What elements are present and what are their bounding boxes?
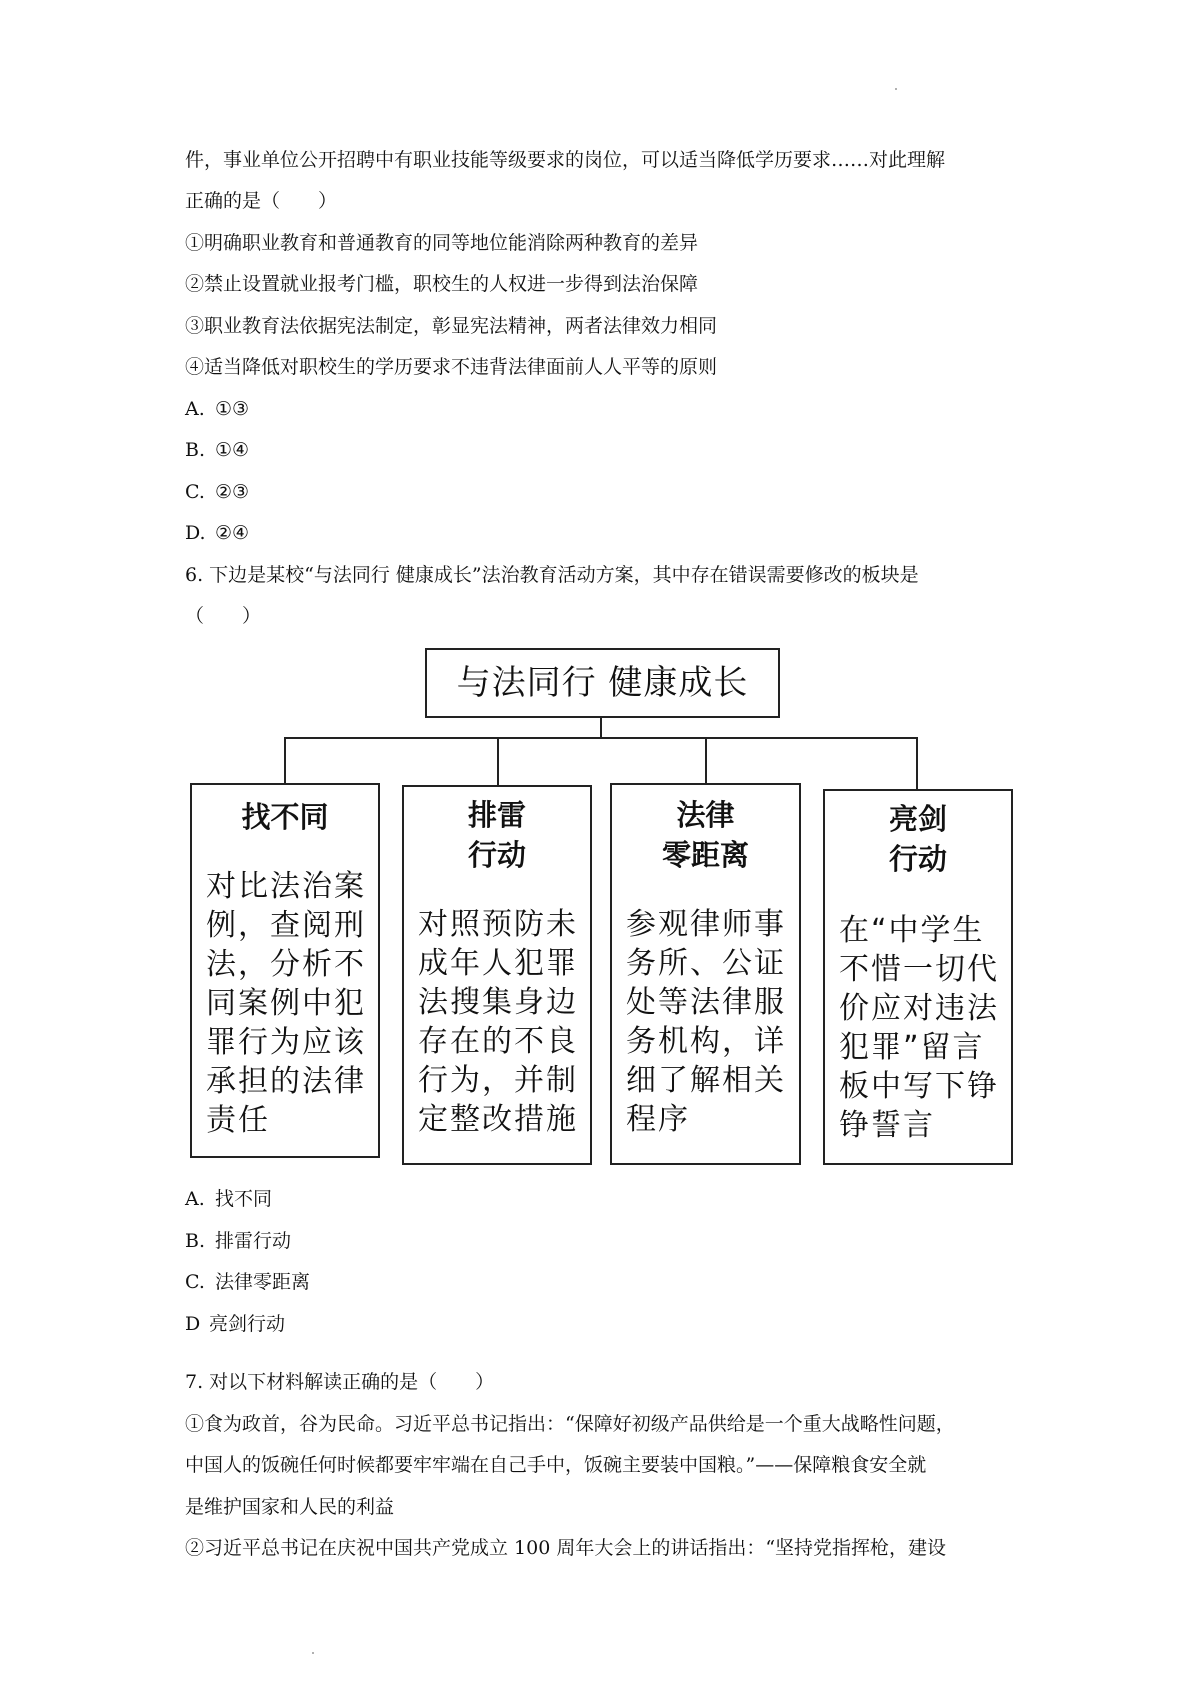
q5-stem-line2: 正确的是（ ） xyxy=(185,190,338,212)
q7-stem: 7. 对以下材料解读正确的是（ ） xyxy=(185,1371,495,1393)
q6-option-c-text: 法律零距离 xyxy=(215,1271,311,1293)
q7-material1-line2: 中国人的饭碗任何时候都要牢牢端在自己手中，饭碗主要装中国粮。”——保障粮食安全就 xyxy=(185,1454,927,1476)
connector-drop-4 xyxy=(916,737,918,789)
q5-option-c[interactable] xyxy=(185,480,249,504)
q6-option-b[interactable] xyxy=(185,1229,291,1253)
card-1-title: 找不同 xyxy=(241,800,329,834)
card-find-difference xyxy=(190,783,380,1158)
q6-option-c-letter: C. xyxy=(185,1271,205,1293)
q6-option-c[interactable] xyxy=(185,1270,310,1294)
q5-option-d-text: ②④ xyxy=(215,522,250,544)
q5-statement-2: ②禁止设置就业报考门槛，职校生的人权进一步得到法治保障 xyxy=(185,273,699,295)
card-3-body: 参观律师事务所、公证处等法律服务机构，详细了解相关程序 xyxy=(626,907,786,1137)
q6-option-b-text: 排雷行动 xyxy=(215,1230,292,1252)
card-law-zero-distance xyxy=(610,783,801,1165)
card-4-title-line2: 行动 xyxy=(888,842,947,876)
q5-option-c-text: ②③ xyxy=(215,481,250,503)
q5-statement-4: ④适当降低对职校生的学历要求不违背法律面前人人平等的原则 xyxy=(185,356,718,378)
q6-option-a-letter: A. xyxy=(185,1188,205,1210)
q6-stem-line1: 6. 下边是某校“与法同行 健康成长”法治教育活动方案，其中存在错误需要修改的板块是 xyxy=(185,564,919,586)
card-4-title-line1: 亮剑 xyxy=(888,802,947,836)
card-2-body: 对照预防未成年人犯罪法搜集身边存在的不良行为，并制定整改措施 xyxy=(418,907,578,1137)
q6-option-a-text: 找不同 xyxy=(215,1188,273,1210)
q6-option-d-letter: D xyxy=(185,1313,201,1335)
card-mine-clearing xyxy=(402,785,592,1165)
q6-option-a[interactable] xyxy=(185,1187,272,1211)
q6-option-b-letter: B. xyxy=(185,1230,206,1252)
q5-option-d-letter: D. xyxy=(185,522,206,544)
card-3-title-line2: 零距离 xyxy=(661,838,749,872)
q6-option-d-text: 亮剑行动 xyxy=(209,1313,286,1335)
card-3-title-line1: 法律 xyxy=(676,798,735,832)
card-2-title-line1: 排雷 xyxy=(467,798,526,832)
q7-material2-line1: ②习近平总书记在庆祝中国共产党成立 100 周年大会上的讲话指出：“坚持党指挥枪，建设 xyxy=(185,1537,947,1559)
q5-statement-1: ①明确职业教育和普通教育的同等地位能消除两种教育的差异 xyxy=(185,232,699,254)
card-1-body: 对比法治案例，查阅刑法，分析不同案例中犯罪行为应该承担的法律责任 xyxy=(206,869,366,1138)
q5-option-b-text: ①④ xyxy=(215,439,250,461)
q5-option-b-letter: B. xyxy=(185,439,206,461)
q5-option-b[interactable] xyxy=(185,438,249,462)
connector-trunk xyxy=(600,718,602,738)
diagram-title-box: 与法同行 健康成长 xyxy=(425,648,780,718)
card-4-body: 在“中学生不惜一切代价应对违法犯罪”留言板中写下铮铮誓言 xyxy=(839,913,999,1143)
card-sword-action xyxy=(823,789,1013,1165)
q5-option-a-text: ①③ xyxy=(215,398,250,420)
card-2-title-line2: 行动 xyxy=(467,838,526,872)
q5-option-a[interactable] xyxy=(185,397,249,421)
connector-drop-3 xyxy=(705,737,707,783)
connector-drop-2 xyxy=(497,737,499,785)
scan-mark-top xyxy=(895,88,897,90)
connector-drop-1 xyxy=(284,737,286,783)
scan-mark-bottom xyxy=(312,1652,314,1654)
q5-option-a-letter: A. xyxy=(185,398,205,420)
q7-material1-line3: 是维护国家和人民的利益 xyxy=(185,1496,395,1518)
q6-stem-line2: （ ） xyxy=(185,605,262,627)
q5-option-c-letter: C. xyxy=(185,481,205,503)
q5-option-d[interactable] xyxy=(185,521,249,545)
connector-bar xyxy=(284,737,918,739)
q7-material1-line1: ①食为政首，谷为民命。习近平总书记指出：“保障好初级产品供给是一个重大战略性问题， xyxy=(185,1413,955,1435)
q5-stem-line1: 件，事业单位公开招聘中有职业技能等级要求的岗位，可以适当降低学历要求……对此理解 xyxy=(185,149,946,171)
q6-option-d[interactable] xyxy=(185,1312,285,1336)
q5-statement-3: ③职业教育法依据宪法制定，彰显宪法精神，两者法律效力相同 xyxy=(185,315,718,337)
